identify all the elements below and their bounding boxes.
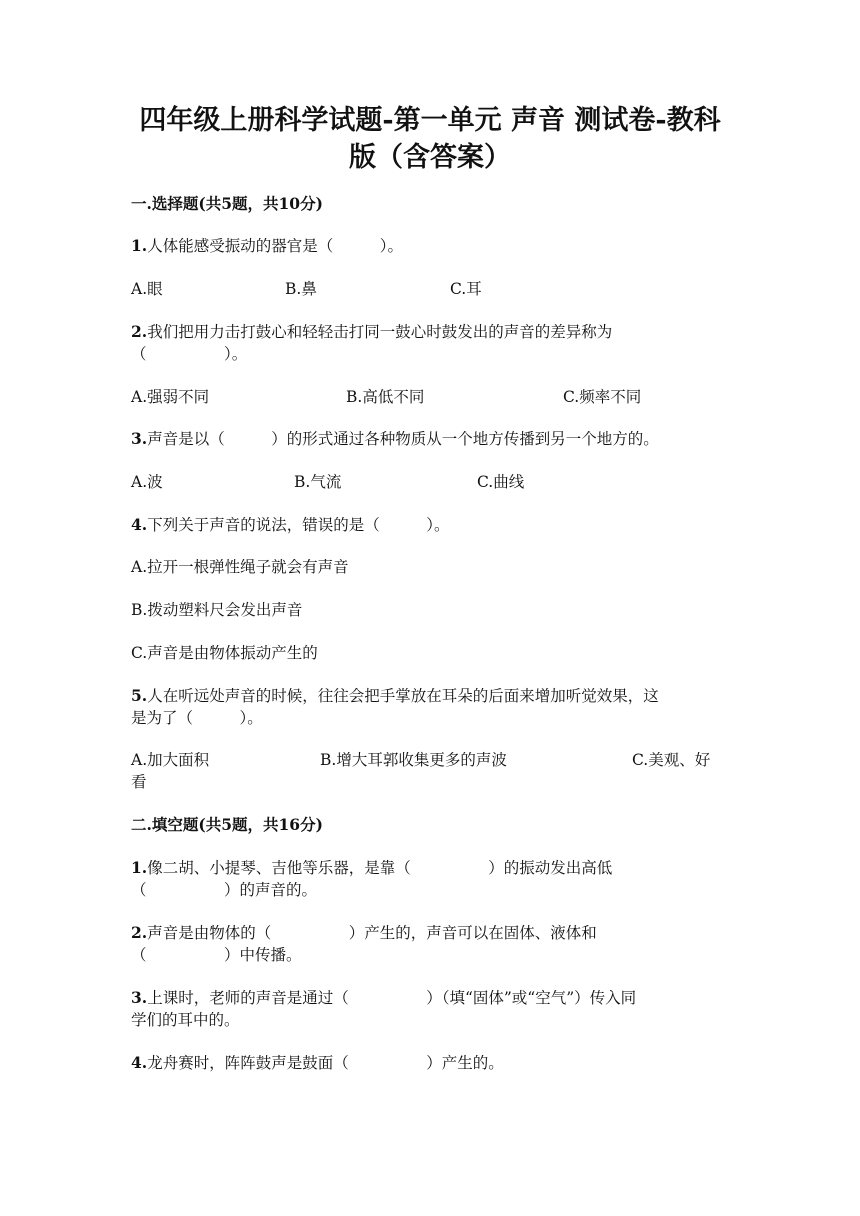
- option-b: B.拨动塑料尺会发出声音: [131, 601, 303, 619]
- section-heading-fill-in: 二.填空题(共5题，共16分): [131, 815, 323, 834]
- question-text: 像二胡、小提琴、吉他等乐器，是靠（ ）的振动发出高低: [147, 859, 613, 877]
- question-2-line2: （ ）。: [131, 345, 248, 363]
- option-a: A.拉开一根弹性绳子就会有声音: [131, 558, 349, 576]
- option-c: C.美观、好: [632, 751, 711, 769]
- question-2: [131, 321, 612, 343]
- question-text: 声音是以（ ）的形式通过各种物质从一个地方传播到另一个地方的。: [147, 430, 659, 448]
- fill-question-1-line2: （ ）的声音的。: [131, 881, 318, 899]
- question-number: 4.: [131, 515, 148, 534]
- fill-question-3: [131, 987, 636, 1009]
- fill-question-2: [131, 922, 597, 944]
- option-c: C.频率不同: [563, 388, 642, 406]
- option-a: A.加大面积: [131, 751, 210, 769]
- fill-question-3-line2: 学们的耳中的。: [131, 1011, 240, 1029]
- option-a: A.波: [131, 473, 163, 491]
- question-5-line2: 是为了（ ）。: [131, 709, 263, 727]
- question-number: 3.: [131, 988, 148, 1007]
- document-title-line1: 四年级上册科学试题-第一单元 声音 测试卷-教科: [139, 105, 721, 136]
- option-c: C.耳: [450, 280, 482, 298]
- question-text: 我们把用力击打鼓心和轻轻击打同一鼓心时鼓发出的声音的差异称为: [147, 323, 613, 341]
- fill-question-4: [131, 1052, 504, 1074]
- option-b: B.气流: [294, 473, 342, 491]
- question-text: 声音是由物体的（ ）产生的，声音可以在固体、液体和: [147, 924, 597, 942]
- question-text: 人在听远处声音的时候，往往会把手掌放在耳朵的后面来增加听觉效果，这: [147, 687, 659, 705]
- question-4: [131, 514, 449, 536]
- question-number: 2.: [131, 923, 148, 942]
- question-5: [131, 685, 659, 707]
- question-text: 龙舟赛时，阵阵鼓声是鼓面（ ）产生的。: [147, 1054, 504, 1072]
- option-b: B.鼻: [285, 280, 317, 298]
- fill-question-1: [131, 857, 612, 879]
- option-b: B.增大耳郭收集更多的声波: [320, 751, 507, 769]
- option-c: C.曲线: [477, 473, 525, 491]
- option-c-wrap: 看: [131, 773, 147, 791]
- option-c: C.声音是由物体振动产生的: [131, 644, 318, 662]
- question-number: 2.: [131, 322, 148, 341]
- question-number: 5.: [131, 686, 148, 705]
- question-number: 1.: [131, 858, 148, 877]
- document-title-line2: 版（含答案）: [349, 142, 511, 173]
- option-b: B.高低不同: [346, 388, 425, 406]
- section-heading-choice: 一.选择题(共5题，共10分): [131, 194, 323, 213]
- fill-question-2-line2: （ ）中传播。: [131, 946, 302, 964]
- option-a: A.眼: [131, 280, 163, 298]
- question-1: [131, 235, 403, 257]
- question-3: [131, 428, 659, 450]
- question-text: 人体能感受振动的器官是（ ）。: [147, 237, 403, 255]
- question-number: 3.: [131, 429, 148, 448]
- question-text: 下列关于声音的说法，错误的是（ ）。: [147, 516, 450, 534]
- question-number: 4.: [131, 1053, 148, 1072]
- option-a: A.强弱不同: [131, 388, 210, 406]
- question-number: 1.: [131, 236, 148, 255]
- question-text: 上课时，老师的声音是通过（ ）（填“固体”或“空气”）传入同: [147, 989, 637, 1007]
